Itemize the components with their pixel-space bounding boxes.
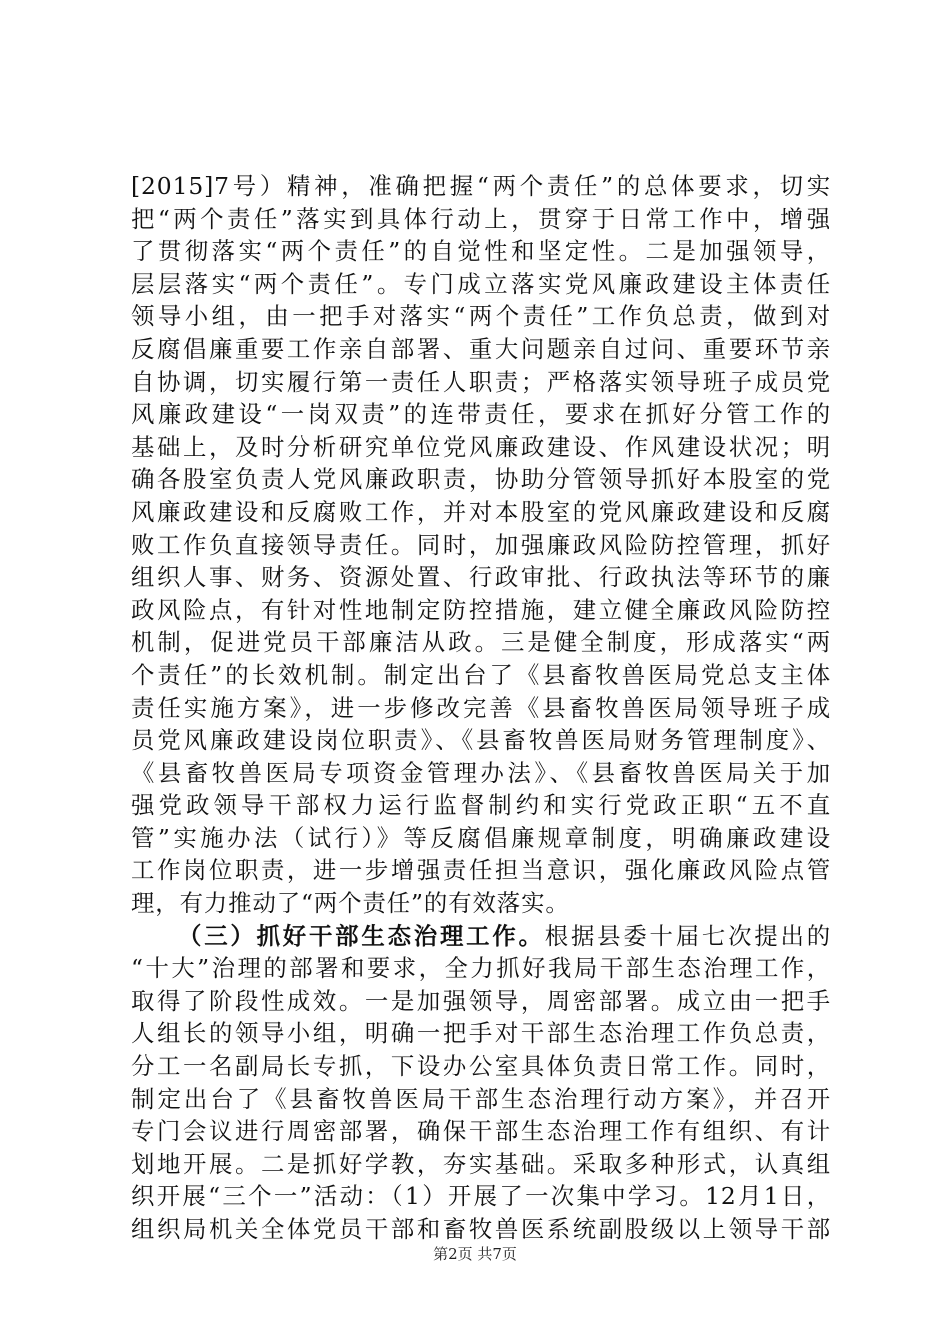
text-line: 反腐倡廉重要工作亲自部署、重大问题亲自过问、重要环节亲 (131, 334, 831, 363)
text-line: 取得了阶段性成效。一是加强领导，周密部署。成立由一把手 (131, 986, 831, 1015)
text-line: 工作岗位职责，进一步增强责任担当意识，强化廉政风险点管 (131, 856, 831, 885)
section-heading: （三）抓好干部生态治理工作。 (178, 921, 545, 950)
page-number-footer: 第2页 共7页 (433, 1245, 517, 1263)
text-line: 专门会议进行周密部署，确保干部生态治理工作有组织、有计 (131, 1117, 831, 1146)
text-line: 划地开展。二是抓好学教，夯实基础。采取多种形式，认真组 (131, 1149, 831, 1178)
text-line: 组织人事、财务、资源处置、行政审批、行政执法等环节的廉 (131, 563, 831, 592)
text-line: 责任实施方案》，进一步修改完善《县畜牧兽医局领导班子成 (131, 693, 831, 722)
text-line: 理，有力推动了“两个责任”的有效落实。 (131, 889, 570, 918)
text-line: 制定出台了《县畜牧兽医局干部生态治理行动方案》，并召开 (131, 1084, 831, 1113)
text-line: 员党风廉政建设岗位职责》、《县畜牧兽医局财务管理制度》、 (131, 726, 831, 755)
text-line: 基础上，及时分析研究单位党风廉政建设、作风建设状况；明 (131, 432, 831, 461)
text-line: 管”实施办法（试行）》等反腐倡廉规章制度，明确廉政建设 (131, 823, 831, 852)
text-line: 败工作负直接领导责任。同时，加强廉政风险防控管理，抓好 (131, 530, 831, 559)
text-line: 了贯彻落实“两个责任”的自觉性和坚定性。二是加强领导， (131, 237, 831, 266)
body-text (131, 170, 831, 1246)
text-line: 《县畜牧兽医局专项资金管理办法》、《县畜牧兽医局关于加 (131, 758, 831, 787)
text-line: 确各股室负责人党风廉政职责，协助分管领导抓好本股室的党 (131, 465, 831, 494)
text-line: [2015]7号）精神，准确把握“两个责任”的总体要求，切实 (131, 172, 831, 200)
text-line: 强党政领导干部权力运行监督制约和实行党政正职“五不直 (131, 791, 831, 820)
text-line: “十大”治理的部署和要求，全力抓好我局干部生态治理工作， (131, 954, 831, 983)
text-line: 自协调，切实履行第一责任人职责；严格落实领导班子成员党 (131, 367, 831, 396)
text-line: 机制，促进党员干部廉洁从政。三是健全制度，形成落实“两 (131, 628, 831, 657)
text-line: 分工一名副局长专抓，下设办公室具体负责日常工作。同时， (131, 1052, 831, 1081)
text-line: 领导小组，由一把手对落实“两个责任”工作负总责，做到对 (131, 302, 831, 331)
section-first-line-text: 根据县委十届七次提出的 (544, 921, 831, 950)
text-line: 政风险点，有针对性地制定防控措施，建立健全廉政风险防控 (131, 595, 831, 624)
text-line: 风廉政建设“一岗双责”的连带责任，要求在抓好分管工作的 (131, 400, 831, 429)
text-line: 织开展“三个一”活动：（1）开展了一次集中学习。12月1日， (131, 1182, 831, 1211)
text-line: 个责任”的长效机制。制定出台了《县畜牧兽医局党总支主体 (131, 660, 831, 689)
text-line: 人组长的领导小组，明确一把手对干部生态治理工作负总责， (131, 1019, 831, 1048)
text-line: 层层落实“两个责任”。专门成立落实党风廉政建设主体责任 (131, 269, 831, 298)
text-line: 把“两个责任”落实到具体行动上，贯穿于日常工作中，增强 (131, 204, 831, 233)
section-first-line (131, 920, 831, 953)
text-line: 风廉政建设和反腐败工作，并对本股室的党风廉政建设和反腐 (131, 497, 831, 526)
text-line: 组织局机关全体党员干部和畜牧兽医系统副股级以上领导干部 (131, 1215, 831, 1243)
